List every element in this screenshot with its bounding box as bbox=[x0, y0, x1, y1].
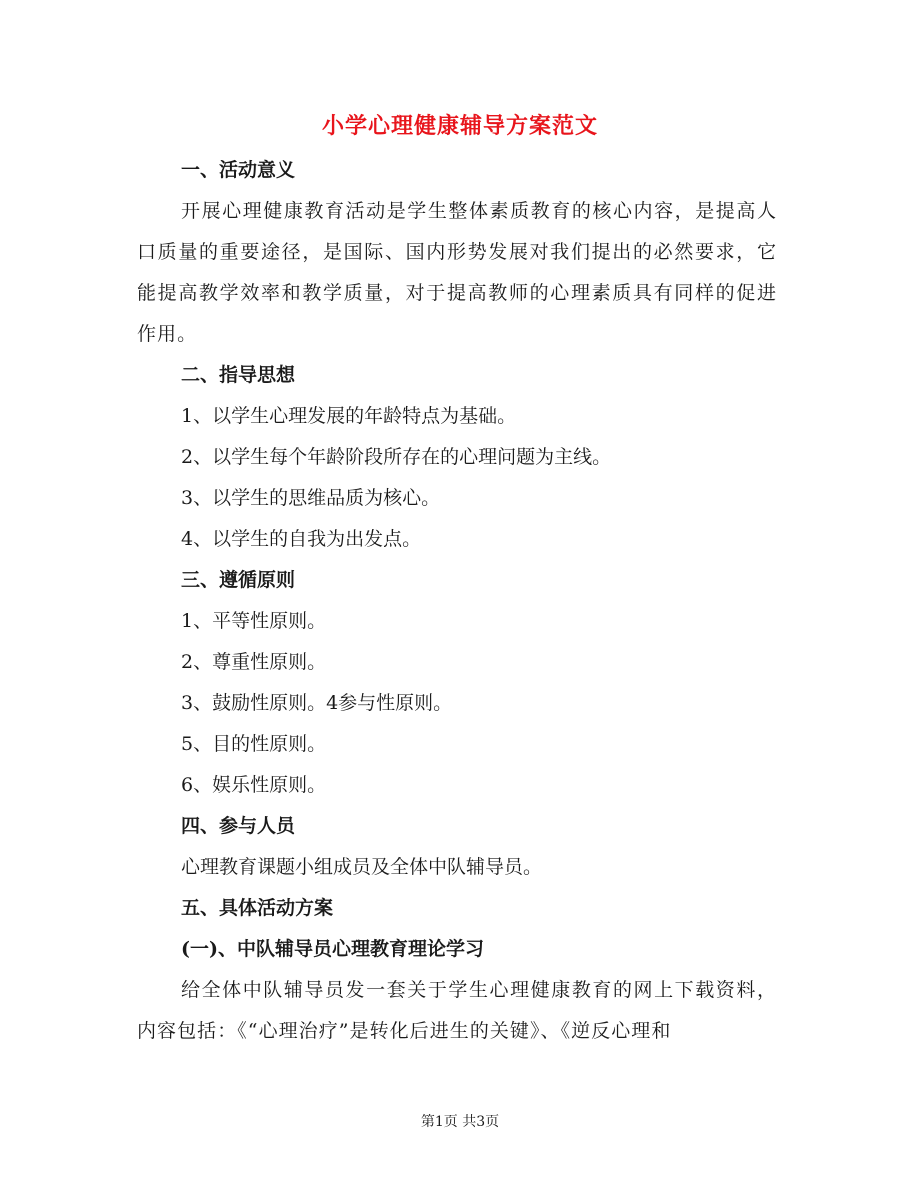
list-item: 2、以学生每个年龄阶段所存在的心理问题为主线。 bbox=[181, 446, 612, 468]
list-item: 5、目的性原则。 bbox=[181, 733, 327, 755]
section-heading-3: 三、遵循原则 bbox=[181, 569, 296, 591]
list-item: 1、以学生心理发展的年龄特点为基础。 bbox=[181, 405, 517, 427]
section-4-text: 心理教育课题小组成员及全体中队辅导员。 bbox=[181, 856, 543, 878]
document-body bbox=[137, 150, 777, 1052]
list-item: 1、平等性原则。 bbox=[181, 610, 327, 632]
section-heading-1: 一、活动意义 bbox=[181, 159, 296, 181]
section-1-paragraph: 开展心理健康教育活动是学生整体素质教育的核心内容，是提高人口质量的重要途径，是国际、国内形势发展对我们提出的必然要求，它能提高教学效率和教学质量，对于提高教师的心理素质具有同样的促进作用。 bbox=[137, 200, 777, 345]
section-heading-4: 四、参与人员 bbox=[181, 815, 296, 837]
subsection-heading: (一)、中队辅导员心理教育理论学习 bbox=[181, 938, 484, 960]
list-item: 4、以学生的自我为出发点。 bbox=[181, 528, 422, 550]
list-item: 3、以学生的思维品质为核心。 bbox=[181, 487, 441, 509]
section-5-paragraph: 给全体中队辅导员发一套关于学生心理健康教育的网上下载资料，内容包括：《“心理治疗”是转化后进生的关键》、《逆反心理和 bbox=[137, 979, 777, 1042]
list-item: 6、娱乐性原则。 bbox=[181, 774, 327, 796]
section-heading-2: 二、指导思想 bbox=[181, 364, 296, 386]
list-item: 2、尊重性原则。 bbox=[181, 651, 327, 673]
section-heading-5: 五、具体活动方案 bbox=[181, 897, 334, 919]
list-item: 3、鼓励性原则。4参与性原则。 bbox=[181, 692, 453, 714]
page-number: 第1页 共3页 bbox=[420, 1114, 500, 1130]
document-title: 小学心理健康辅导方案范文 bbox=[321, 113, 598, 139]
